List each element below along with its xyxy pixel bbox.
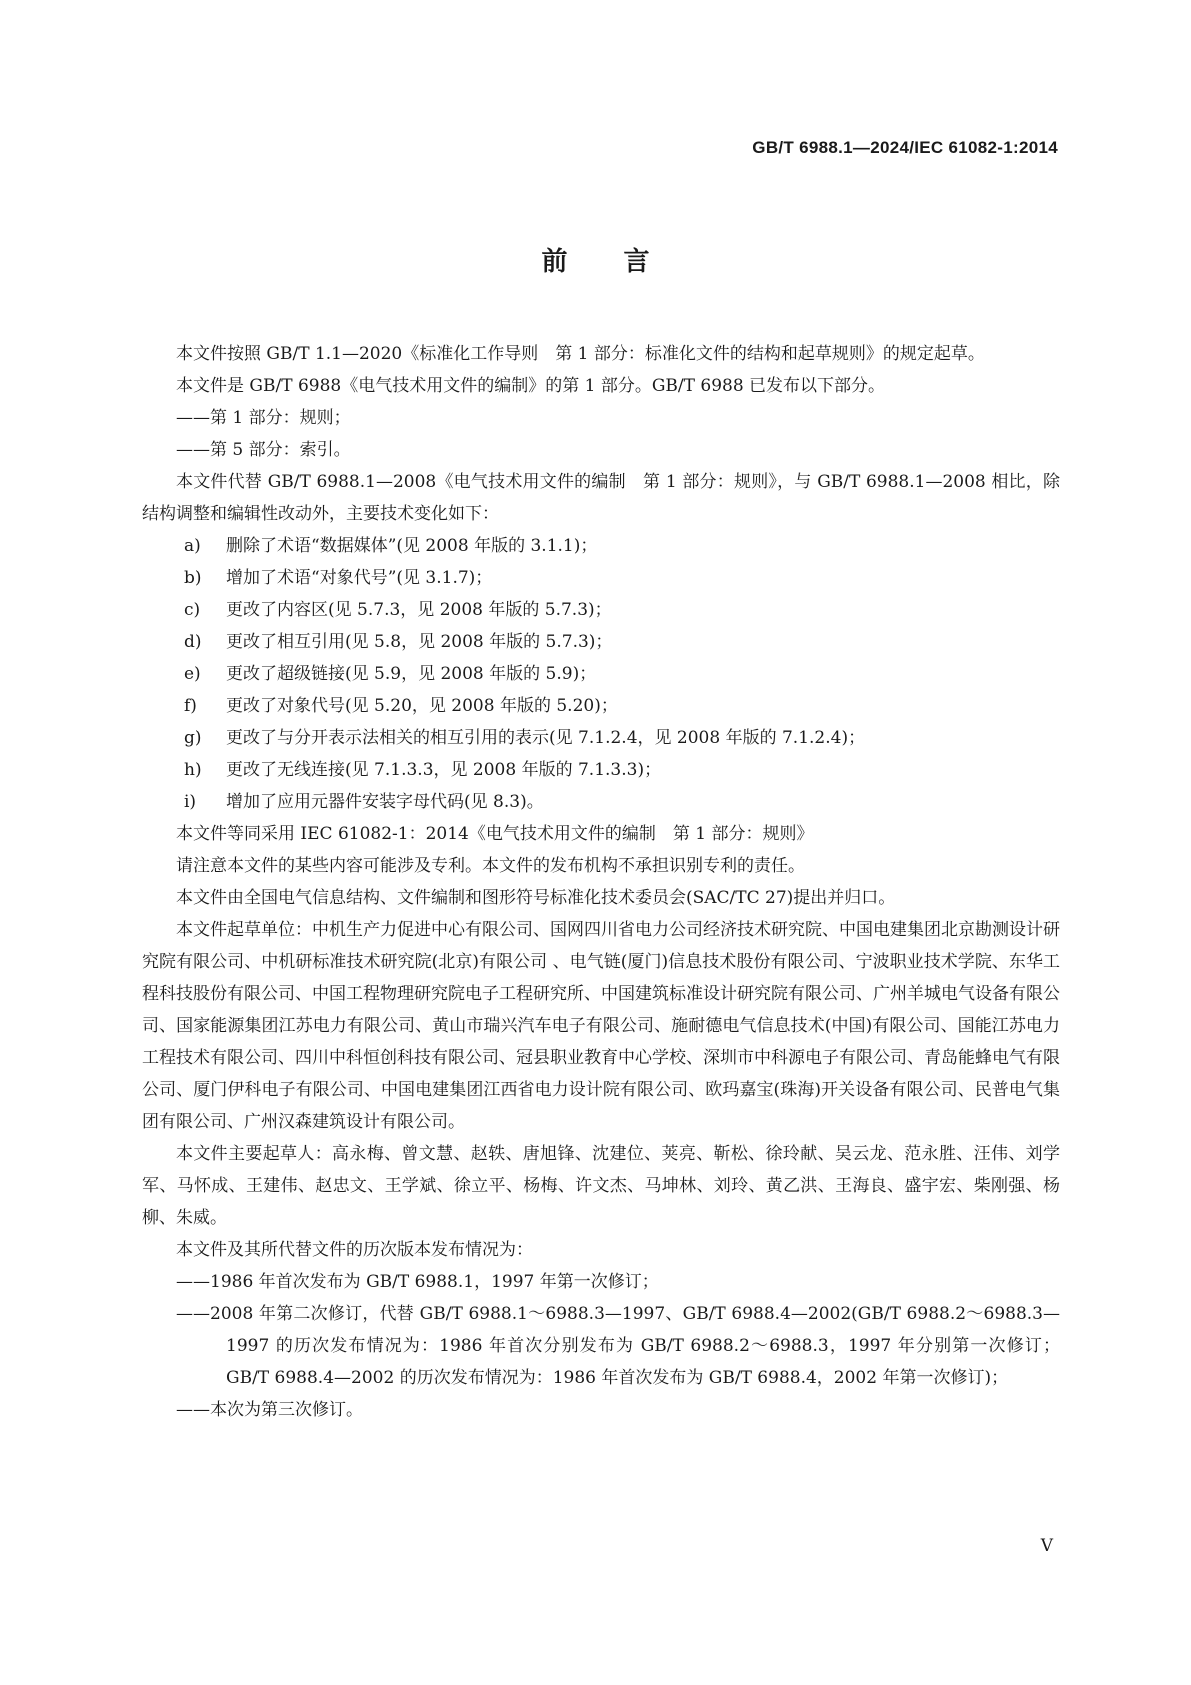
change-text: 更改了无线连接(见 7.1.3.3，见 2008 年版的 7.1.3.3)；	[226, 760, 662, 780]
change-label: d)	[184, 632, 202, 652]
history-item: ——本次为第三次修订。	[176, 1400, 363, 1420]
change-label: h)	[184, 760, 202, 780]
change-item	[142, 722, 1060, 754]
paragraph-patent-notice: 请注意本文件的某些内容可能涉及专利。本文件的发布机构不承担识别专利的责任。	[176, 856, 805, 876]
change-text: 更改了相互引用(见 5.8，见 2008 年版的 5.7.3)；	[226, 632, 613, 652]
change-item	[142, 754, 1060, 786]
standard-code: GB/T 6988.1—2024/IEC 61082-1:2014	[752, 138, 1058, 157]
history-item: ——1986 年首次发布为 GB/T 6988.1，1997 年第一次修订；	[176, 1272, 659, 1292]
preface-body	[142, 338, 1060, 1426]
paragraph-equivalence: 本文件等同采用 IEC 61082-1：2014《电气技术用文件的编制 第 1 部分：规则》	[176, 824, 814, 844]
change-item	[142, 594, 1060, 626]
change-text: 更改了对象代号(见 5.20，见 2008 年版的 5.20)；	[226, 696, 618, 716]
change-label: c)	[184, 600, 201, 620]
change-text: 增加了应用元器件安装字母代码(见 8.3)。	[226, 792, 544, 812]
change-item	[142, 530, 1060, 562]
change-label: i)	[184, 792, 197, 812]
change-item	[142, 658, 1060, 690]
change-text: 更改了与分开表示法相关的相互引用的表示(见 7.1.2.4，见 2008 年版的 7.1.2.4)；	[226, 728, 866, 748]
paragraph-part-intro: 本文件是 GB/T 6988《电气技术用文件的编制》的第 1 部分。GB/T 6988 已发布以下部分。	[176, 376, 886, 396]
change-label: g)	[184, 728, 202, 748]
part-list-item: ——第 1 部分：规则；	[176, 408, 351, 428]
paragraph-history-intro: 本文件及其所代替文件的历次版本发布情况为：	[176, 1240, 533, 1260]
change-text: 更改了内容区(见 5.7.3，见 2008 年版的 5.7.3)；	[226, 600, 612, 620]
change-item	[142, 786, 1060, 818]
change-text: 更改了超级链接(见 5.9，见 2008 年版的 5.9)；	[226, 664, 597, 684]
change-item	[142, 562, 1060, 594]
change-label: e)	[184, 664, 201, 684]
change-label: f)	[184, 696, 197, 716]
paragraph-replacement: 本文件代替 GB/T 6988.1—2008《电气技术用文件的编制 第 1 部分：规则》，与 GB/T 6988.1—2008 相比，除结构调整和编辑性改动外，主要技术变化如下：	[142, 472, 1060, 524]
paragraph-drafting-rules: 本文件按照 GB/T 1.1—2020《标准化工作导则 第 1 部分：标准化文件的结构和起草规则》的规定起草。	[176, 344, 985, 364]
change-item	[142, 690, 1060, 722]
change-text: 删除了术语“数据媒体”(见 2008 年版的 3.1.1)；	[226, 536, 598, 556]
change-label: a)	[184, 536, 201, 556]
paragraph-drafting-units: 本文件起草单位：中机生产力促进中心有限公司、国网四川省电力公司经济技术研究院、中国电建集团北京勘测设计研究院有限公司、中机研标准技术研究院(北京)有限公司 、电气链(厦门)信息技术股份有限公司、宁波职业技术学院、东华工程科技股份有限公司、中国工程物理研究院电子工程研究所、中国建筑标准设计研究院有限公司、广州羊城电气设备有限公司、国家能源集团江苏电力有限公司、黄山市瑞兴汽车电子有限公司、施耐德电气信息技术(中国)有限公司、国能江苏电力工程技术有限公司、四川中科恒创科技有限公司、冠县职业教育中心学校、深圳市中科源电子有限公司、青岛能蜂电气有限公司、厦门伊科电子有限公司、中国电建集团江西省电力设计院有限公司、欧玛嘉宝(珠海)开关设备有限公司、民普电气集团有限公司、广州汉森建筑设计有限公司。	[142, 920, 1060, 1132]
history-item: ——2008 年第二次修订，代替 GB/T 6988.1～6988.3—1997、GB/T 6988.4—2002(GB/T 6988.2～6988.3—1997 的历次发布情况为：1986 年首次分别发布为 GB/T 6988.2～6988.3，1997 年分别第一次修订；GB/T 6988.4—2002 的历次发布情况为：1986 年首次发布为 GB/T 6988.4，2002 年第一次修订)；	[176, 1304, 1060, 1388]
page-title: 前言	[541, 247, 706, 277]
page-number: V	[1040, 1536, 1053, 1556]
change-text: 增加了术语“对象代号”(见 3.1.7)；	[226, 568, 493, 588]
paragraph-drafters: 本文件主要起草人：高永梅、曾文慧、赵轶、唐旭锋、沈建位、荚亮、靳松、徐玲献、吴云龙、范永胜、汪伟、刘学军、马怀成、王建伟、赵忠文、王学斌、徐立平、杨梅、许文杰、马坤林、刘玲、黄乙洪、王海良、盛宇宏、柴刚强、杨柳、朱威。	[142, 1144, 1060, 1228]
change-label: b)	[184, 568, 202, 588]
change-item	[142, 626, 1060, 658]
part-list-item: ——第 5 部分：索引。	[176, 440, 351, 460]
paragraph-committee: 本文件由全国电气信息结构、文件编制和图形符号标准化技术委员会(SAC/TC 27)提出并归口。	[176, 888, 896, 908]
